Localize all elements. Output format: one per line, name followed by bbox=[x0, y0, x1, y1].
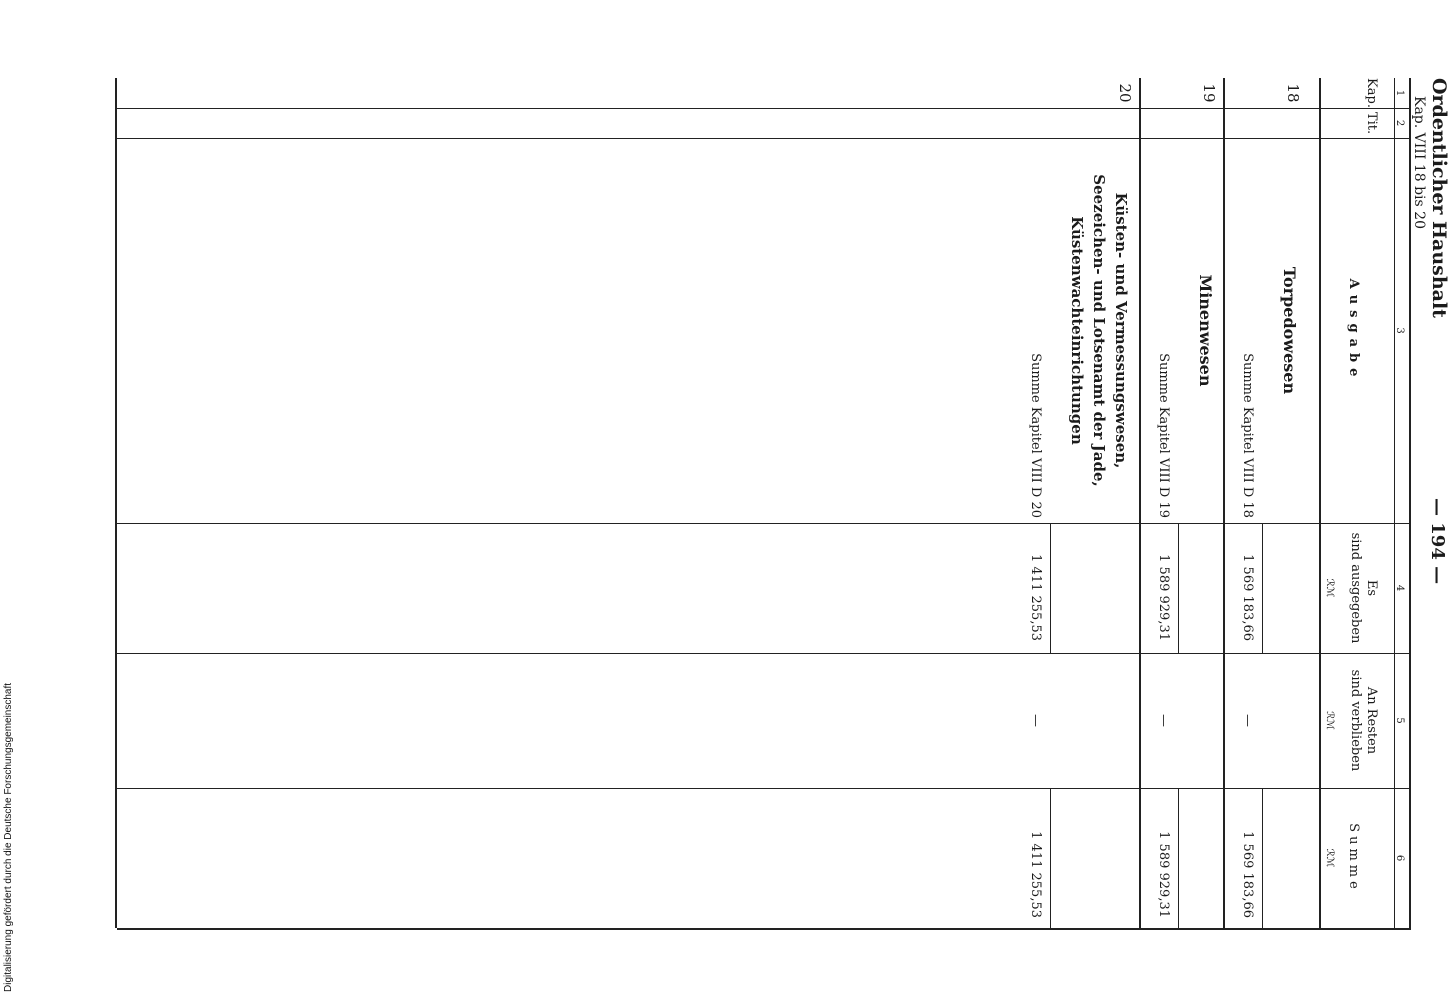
table-bottom-rule bbox=[115, 78, 117, 928]
subtotal-rule bbox=[1050, 523, 1051, 653]
chapter-number: 18 bbox=[1284, 83, 1302, 103]
column-number-rule bbox=[1394, 78, 1395, 928]
chapter-total-spent: 1 569 183,66 bbox=[1240, 554, 1255, 641]
chapter-total-rest: — bbox=[1240, 714, 1255, 727]
column-header-spent-2: sind ausgegeben bbox=[1348, 532, 1363, 644]
column-header-ausgabe: Ausgabe bbox=[1346, 278, 1361, 383]
unit-label: ℛℳ bbox=[1324, 578, 1335, 598]
section-heading: Minenwesen bbox=[1196, 274, 1215, 387]
chapter-total-sum: 1 589 929,31 bbox=[1156, 831, 1171, 918]
column-header-rest-2: sind verblieben bbox=[1348, 669, 1363, 772]
table-right-rule bbox=[117, 928, 1411, 930]
subtotal-rule bbox=[1178, 523, 1179, 653]
column-number: 3 bbox=[1394, 327, 1405, 334]
document-page bbox=[40, 0, 1450, 1000]
table-top-rule bbox=[1409, 78, 1411, 928]
column-number: 1 bbox=[1394, 89, 1405, 97]
column-header-tit: Tit. bbox=[1364, 111, 1379, 135]
subtotal-rule bbox=[1178, 788, 1179, 928]
chapter-total-label: Summe Kapitel VIII D 18 bbox=[1240, 353, 1255, 518]
header-bottom-rule bbox=[1319, 78, 1321, 928]
unit-label: ℛℳ bbox=[1324, 848, 1335, 868]
chapter-total-rest: — bbox=[1156, 714, 1171, 727]
column-rule bbox=[117, 653, 1411, 654]
chapter-total-sum: 1 411 255,53 bbox=[1028, 831, 1043, 918]
column-header-spent-1: Es bbox=[1364, 579, 1379, 597]
column-number: 5 bbox=[1394, 717, 1405, 724]
column-rule bbox=[117, 523, 1411, 524]
column-header-kap: Kap. bbox=[1364, 78, 1379, 108]
chapter-number: 19 bbox=[1200, 83, 1218, 103]
digitization-credit bbox=[0, 0, 22, 1000]
column-rule bbox=[117, 788, 1411, 789]
unit-label: ℛℳ bbox=[1324, 711, 1335, 730]
chapter-total-label: Summe Kapitel VIII D 19 bbox=[1156, 353, 1171, 518]
page-number: — 194 — bbox=[1427, 498, 1448, 585]
column-rule bbox=[117, 138, 1411, 139]
section-heading: Küstenwachteinrichtungen bbox=[1068, 216, 1086, 445]
chapter-total-rest: — bbox=[1028, 714, 1043, 727]
chapter-separator-rule bbox=[1223, 78, 1225, 928]
section-heading: Küsten- und Vermessungswesen, bbox=[1112, 192, 1130, 469]
column-number: 2 bbox=[1394, 119, 1405, 127]
column-header-sum: Summe bbox=[1346, 823, 1361, 893]
column-number: 4 bbox=[1394, 584, 1405, 592]
column-header-rest-1: An Resten bbox=[1364, 686, 1379, 755]
digitization-credit-text: Digitalisierung gefördert durch die Deutsche Forschungsgemeinschaft bbox=[3, 682, 14, 992]
page-title: Ordentlicher Haushalt bbox=[1428, 78, 1450, 318]
subtotal-rule bbox=[1262, 523, 1263, 653]
column-number: 6 bbox=[1394, 854, 1405, 862]
chapter-number: 20 bbox=[1116, 83, 1134, 103]
section-heading: Torpedowesen bbox=[1280, 266, 1299, 395]
column-rule bbox=[117, 108, 1411, 109]
subtotal-rule bbox=[1050, 788, 1051, 928]
page-subtitle: Kap. VIII 18 bis 20 bbox=[1411, 96, 1427, 229]
section-heading: Seezeichen- und Lotsenamt der Jade, bbox=[1090, 174, 1108, 487]
chapter-total-sum: 1 569 183,66 bbox=[1240, 831, 1255, 918]
chapter-total-spent: 1 589 929,31 bbox=[1156, 554, 1171, 641]
chapter-separator-rule bbox=[1139, 78, 1141, 928]
rotated-table bbox=[87, 78, 1450, 938]
chapter-total-spent: 1 411 255,53 bbox=[1028, 554, 1043, 641]
subtotal-rule bbox=[1262, 788, 1263, 928]
chapter-total-label: Summe Kapitel VIII D 20 bbox=[1028, 353, 1043, 518]
